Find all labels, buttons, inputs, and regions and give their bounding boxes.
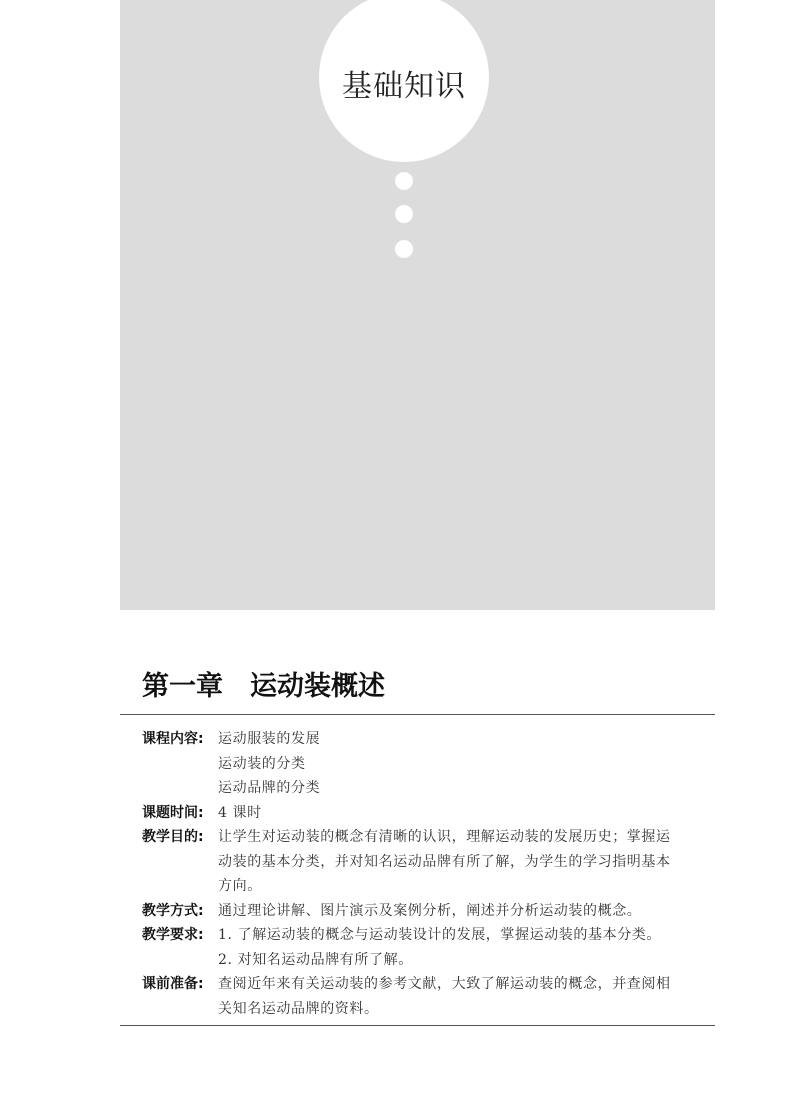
info-value-line: 查阅近年来有关运动装的参考文献，大致了解运动装的概念，并查阅相 — [218, 976, 671, 992]
info-label: 课题时间: — [142, 804, 204, 821]
info-row — [142, 972, 702, 1021]
info-value-line: 动装的基本分类，并对知名运动品牌有所了解，为学生的学习指明基本 — [218, 853, 671, 870]
info-value — [218, 801, 702, 826]
info-value-line: 运动品牌的分类 — [218, 780, 321, 796]
info-value-line: 1. 了解运动装的概念与运动装设计的发展，掌握运动装的基本分类。 — [218, 927, 662, 943]
decorative-dot — [395, 205, 413, 223]
info-row — [142, 727, 702, 801]
info-value-line: 运动服装的发展 — [218, 731, 321, 747]
chapter-title: 第一章 运动装概述 — [142, 671, 385, 702]
info-label: 教学要求: — [142, 927, 204, 943]
decorative-dot — [395, 172, 413, 190]
bottom-divider — [120, 1025, 715, 1026]
info-value-line: 4 课时 — [218, 804, 262, 821]
course-info — [142, 727, 702, 1021]
section-title: 基础知识 — [342, 69, 466, 104]
info-value-line: 关知名运动品牌的资料。 — [218, 1000, 379, 1017]
info-row — [142, 923, 702, 972]
info-label: 教学目的: — [142, 829, 204, 845]
decorative-dot — [395, 240, 413, 258]
info-row — [142, 825, 702, 899]
section-title-circle — [319, 0, 489, 162]
info-value — [218, 899, 702, 924]
info-value-line: 让学生对运动装的概念有清晰的认识，理解运动装的发展历史；掌握运 — [218, 829, 671, 845]
info-value-line: 2. 对知名运动品牌有所了解。 — [218, 951, 413, 968]
info-label: 课前准备: — [142, 976, 204, 992]
info-value — [218, 923, 702, 972]
info-label: 教学方式: — [142, 902, 204, 919]
info-value-line: 运动装的分类 — [218, 755, 306, 772]
info-value-line: 通过理论讲解、图片演示及案例分析，阐述并分析运动装的概念。 — [218, 902, 642, 919]
info-row — [142, 899, 702, 924]
info-row — [142, 801, 702, 826]
info-label: 课程内容: — [142, 731, 204, 747]
info-value — [218, 825, 702, 899]
info-value — [218, 727, 702, 801]
top-divider — [120, 714, 715, 715]
info-value-line: 方向。 — [218, 878, 262, 894]
info-value — [218, 972, 702, 1021]
